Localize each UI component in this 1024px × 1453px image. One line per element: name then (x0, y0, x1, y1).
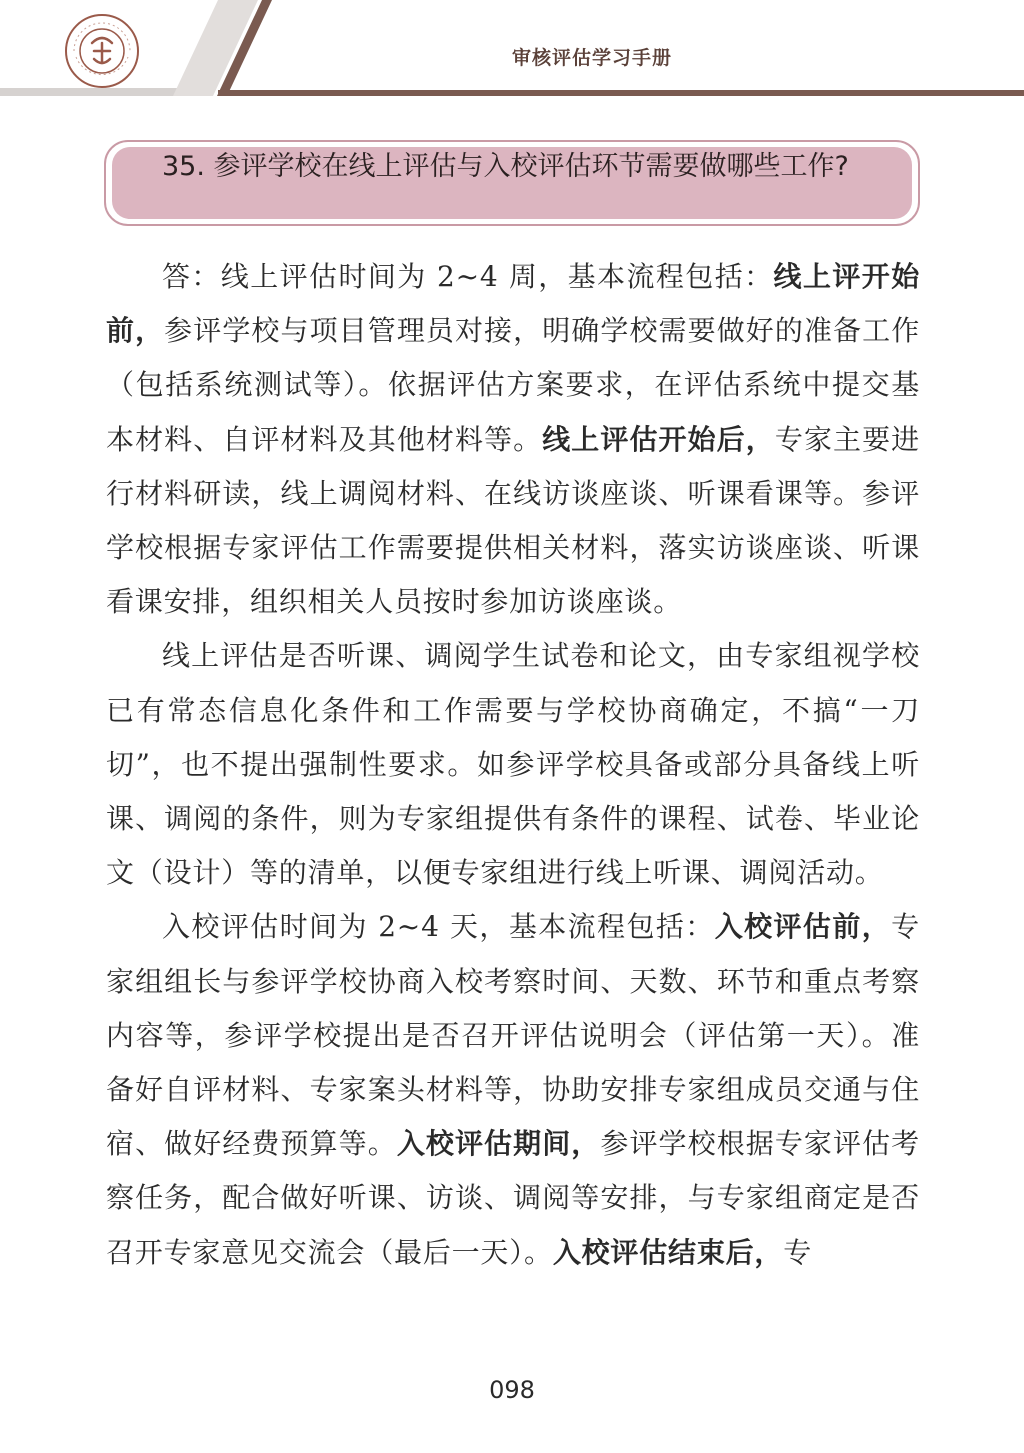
paragraph (106, 629, 920, 900)
university-logo (64, 13, 140, 89)
bold-run: 入校评估结束后， (552, 1235, 784, 1269)
bold-run: 入校评估前， (714, 910, 892, 944)
bold-run: 线上评估开始后， (542, 422, 775, 456)
bold-run: 入校评估期间， (396, 1127, 601, 1161)
question-heading: 35. 参评学校在线上评估与入校评估环节需要做哪些工作? (162, 151, 849, 182)
text-run: 参评学校根据专家评估考察任务，配合做好听课、访谈、调阅等安排，与专家组商定是否召开专家意见交流会（最后一天）。 (106, 1127, 920, 1269)
text-run: 参评学校与项目管理员对接，明确学校需要做好的准备工作（包括系统测试等）。依据评估方案要求，在评估系统中提交基本材料、自评材料及其他材料等。 (106, 314, 920, 456)
question-box (104, 140, 920, 226)
bold-run: 线上评开始前， (106, 260, 920, 348)
text-run: 入校评估时间为 2~4 天，基本流程包括： (162, 910, 715, 944)
handbook-title: 审核评估学习手册 (512, 47, 673, 69)
paragraph (106, 900, 920, 1279)
text-run: 专 (783, 1235, 813, 1269)
answer-body (106, 250, 920, 1280)
paragraph (106, 250, 920, 629)
text-run: 线上评估是否听课、调阅学生试卷和论文，由专家组视学校已有常态信息化条件和工作需要与学校协商确定，不搞“一刀切”，也不提出强制性要求。如参评学校具备或部分具备线上听课、调阅的条件，则为专家组提供有条件的课程、试卷、毕业论文（设计）等的清单，以便专家组进行线上听课、调阅活动。 (106, 639, 920, 890)
text-run: 专家主要进行材料研读，线上调阅材料、在线访谈座谈、听课看课等。参评学校根据专家评估工作需要提供相关材料，落实访谈座谈、听课看课安排，组织相关人员按时参加访谈座谈。 (106, 422, 920, 619)
text-run: 专家组组长与参评学校协商入校考察时间、天数、环节和重点考察内容等，参评学校提出是否召开评估说明会（评估第一天）。准备好自评材料、专家案头材料等，协助安排专家组成员交通与住宿、做好经费预算等。 (106, 910, 920, 1161)
page-header (0, 0, 1024, 100)
page-number: 098 (489, 1376, 535, 1404)
text-run: 答：线上评估时间为 2~4 周，基本流程包括： (162, 260, 774, 293)
